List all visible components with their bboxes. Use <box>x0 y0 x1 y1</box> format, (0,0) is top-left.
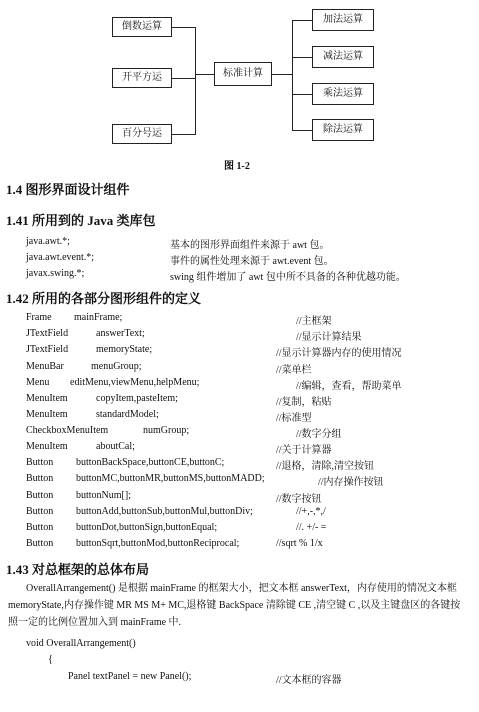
decl-type: Frame <box>26 312 52 323</box>
decl-type: Button <box>26 506 54 517</box>
decl-type: MenuItem <box>26 409 68 420</box>
decl-vars: menuGroup; <box>91 361 142 372</box>
box-reciprocal: 倒数运算 <box>112 17 172 37</box>
connector <box>195 27 196 135</box>
decl-vars: buttonMC,buttonMR,buttonMS,buttonMADD; <box>76 473 265 484</box>
decl-vars: buttonAdd,buttonSub,buttonMul,buttonDiv; <box>76 506 253 517</box>
decl-comment: //标准型 <box>276 413 312 424</box>
decl-vars: buttonSqrt,buttonMod,buttonReciprocal; <box>76 538 240 549</box>
box-sub: 减法运算 <box>312 46 374 68</box>
box-percent: 百分号运 <box>112 124 172 144</box>
connector <box>292 20 293 130</box>
pkg-desc: 基本的图形界面组件来源于 awt 包。 <box>170 240 330 251</box>
decl-comment: //显示计算器内存的使用情况 <box>276 348 402 359</box>
decl-comment: //复制，粘贴 <box>276 397 332 408</box>
decl-vars: buttonNum[]; <box>76 490 131 501</box>
heading-1-42: 1.42 所用的各部分图形组件的定义 <box>6 291 202 306</box>
pkg-name: javax.swing.*; <box>26 268 85 279</box>
decl-type: Button <box>26 538 54 549</box>
box-add: 加法运算 <box>312 9 374 31</box>
figure-caption: 图 1-2 <box>224 161 250 172</box>
pkg-name: java.awt.*; <box>26 236 70 247</box>
code-line: void OverallArrangement() <box>26 638 136 649</box>
box-standard: 标准计算 <box>214 62 272 86</box>
decl-type: Button <box>26 457 54 468</box>
code-line: { <box>48 654 53 665</box>
decl-comment: //菜单栏 <box>276 365 312 376</box>
connector <box>292 94 312 95</box>
decl-comment: //数字按钮 <box>276 494 322 505</box>
decl-comment: //数字分组 <box>296 429 342 440</box>
decl-vars: numGroup; <box>143 425 190 436</box>
heading-1-41: 1.41 所用到的 Java 类库包 <box>6 213 156 228</box>
pkg-desc: 事件的属性处理来源于 awt.event 包。 <box>170 256 334 267</box>
connector <box>172 27 195 28</box>
decl-type: MenuItem <box>26 441 68 452</box>
connector <box>172 134 195 135</box>
decl-type: JTextField <box>26 344 69 355</box>
decl-type: CheckboxMenuItem <box>26 425 109 436</box>
decl-type: MenuItem <box>26 393 68 404</box>
decl-comment: //. +/- = <box>296 522 327 533</box>
decl-type: Button <box>26 490 54 501</box>
connector <box>172 78 195 79</box>
section-paragraph: OverallArrangement() 是根据 mainFrame 的框架大小，把文本框 answerText，内存使用的情况文本框 memoryState,内存操作键 MR MS M+ MC,退格键 BackSpace 清除键 CE ,清空键 C ,以及主键盘区的各键按照一定的比例位置加入到 mainFrame 中. <box>8 583 461 628</box>
decl-type: Button <box>26 473 54 484</box>
decl-vars: mainFrame; <box>74 312 123 323</box>
decl-comment: //+,-,*,/ <box>296 506 326 517</box>
decl-vars: buttonBackSpace,buttonCE,buttonC; <box>76 457 225 468</box>
code-comment: //文本框的容器 <box>276 675 342 686</box>
box-div: 除法运算 <box>312 119 374 141</box>
decl-type: JTextField <box>26 328 69 339</box>
decl-type: Button <box>26 522 54 533</box>
decl-comment: //关于计算器 <box>276 445 332 456</box>
decl-comment: //编辑，查看，帮助菜单 <box>296 381 402 392</box>
decl-comment: //sqrt % 1/x <box>276 538 323 549</box>
connector <box>292 130 312 131</box>
connector <box>292 57 312 58</box>
decl-vars: standardModel; <box>96 409 159 420</box>
decl-comment: //退格，清除,清空按钮 <box>276 461 375 472</box>
decl-vars: copyItem,pasteItem; <box>96 393 178 404</box>
connector <box>272 74 292 75</box>
connector <box>195 74 214 75</box>
connector <box>292 20 312 21</box>
box-sqrt: 开平方运 <box>112 68 172 88</box>
decl-vars: answerText; <box>96 328 145 339</box>
decl-comment: //内存操作按钮 <box>318 477 384 488</box>
heading-1-4: 1.4 图形界面设计组件 <box>6 182 130 197</box>
pkg-name: java.awt.event.*; <box>26 252 95 263</box>
decl-comment: //主框架 <box>296 316 332 327</box>
decl-vars: aboutCal; <box>96 441 135 452</box>
box-mul: 乘法运算 <box>312 83 374 105</box>
decl-type: Menu <box>26 377 50 388</box>
pkg-desc: swing 组件增加了 awt 包中所不具备的各种优越功能。 <box>170 272 406 283</box>
decl-comment: //显示计算结果 <box>296 332 362 343</box>
heading-1-43: 1.43 对总框架的总体布局 <box>6 562 150 577</box>
decl-vars: editMenu,viewMenu,helpMenu; <box>70 377 200 388</box>
decl-vars: buttonDot,buttonSign,buttonEqual; <box>76 522 218 533</box>
decl-vars: memoryState; <box>96 344 153 355</box>
decl-type: MenuBar <box>26 361 64 372</box>
code-line: Panel textPanel = new Panel(); <box>68 671 192 682</box>
